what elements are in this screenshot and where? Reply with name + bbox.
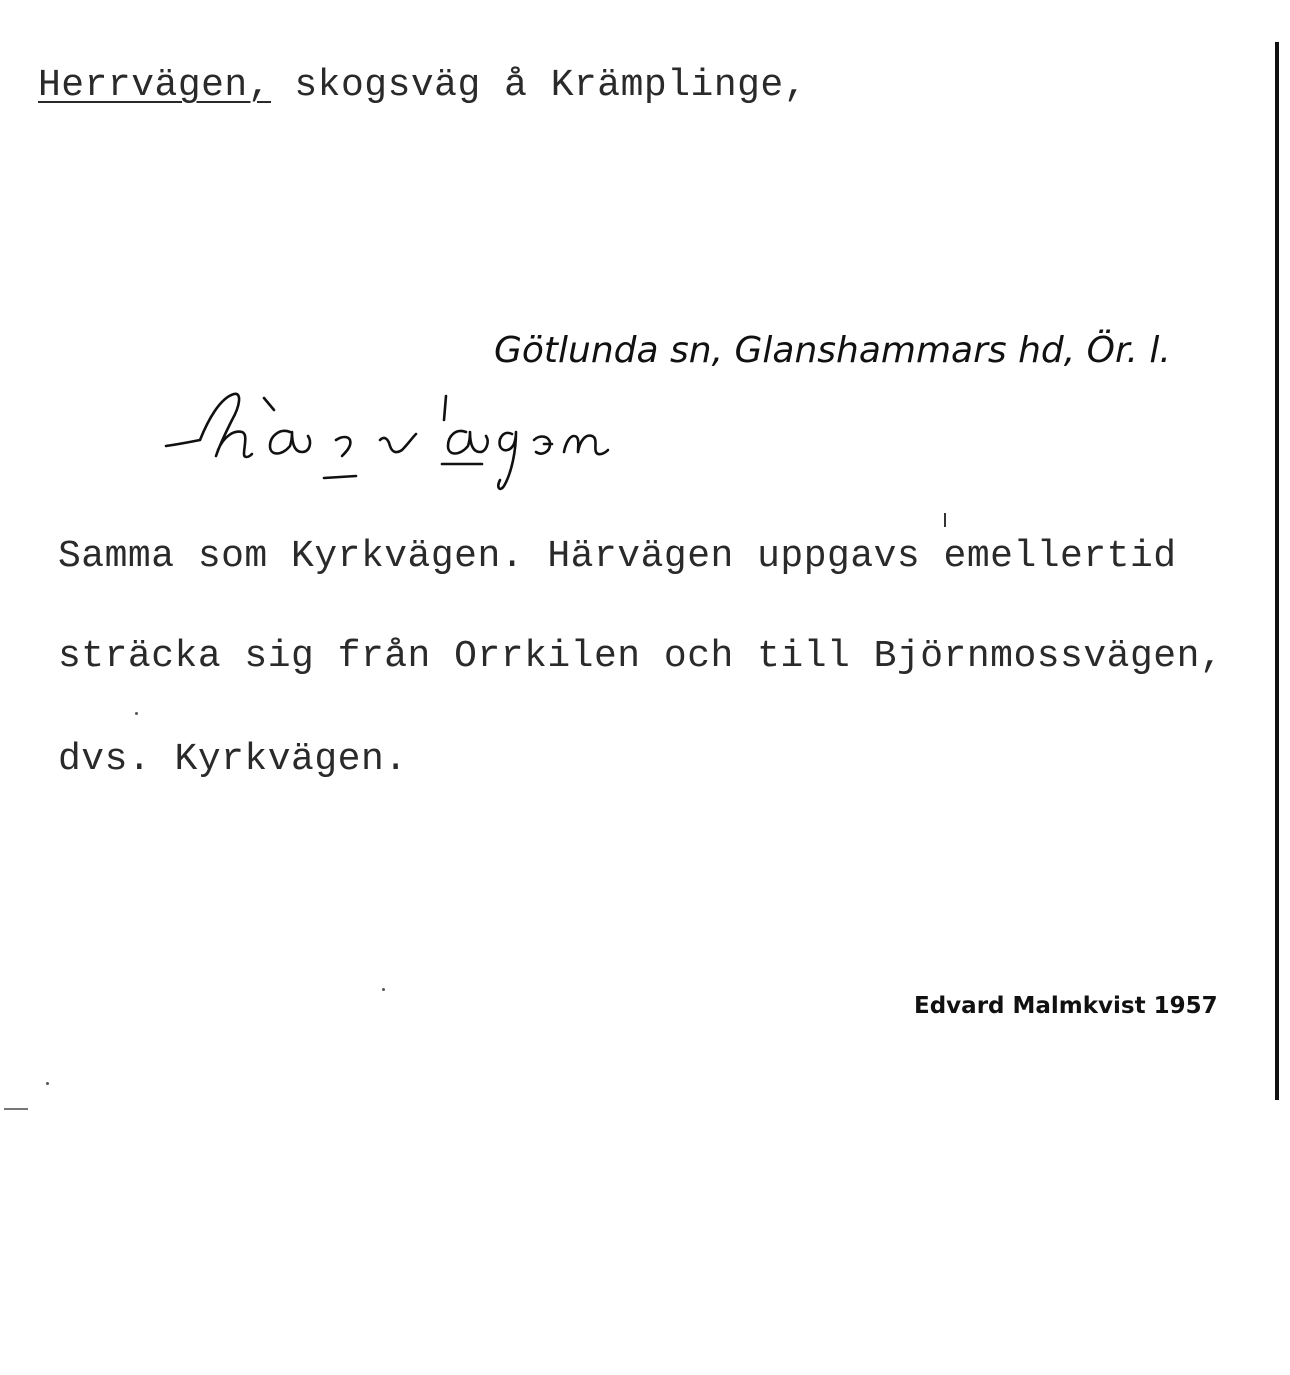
body-text-line-1: Samma som Kyrkvägen. Härvägen uppgavs emellertid — [58, 535, 1177, 578]
heading-description: skogsväg å Krämplinge, — [271, 64, 808, 107]
card-corner-mark — [4, 1108, 28, 1110]
scan-speck — [46, 1082, 49, 1085]
card-edge-line — [1275, 42, 1279, 1100]
margin-tick-mark — [944, 513, 946, 527]
body-text-line-2: sträcka sig från Orrkilen och till Björnmossvägen, — [58, 635, 1224, 678]
heading-word: Herrvägen, — [38, 64, 272, 107]
scan-speck — [382, 988, 385, 991]
author-signature: Edvard Malmkvist 1957 — [914, 993, 1218, 1019]
scan-speck — [135, 712, 138, 715]
handwritten-pronunciation — [160, 380, 640, 500]
location-line: Götlunda sn, Glanshammars hd, Ör. l. — [494, 330, 1171, 371]
card-heading — [38, 64, 807, 107]
body-text-line-3: dvs. Kyrkvägen. — [58, 738, 408, 781]
